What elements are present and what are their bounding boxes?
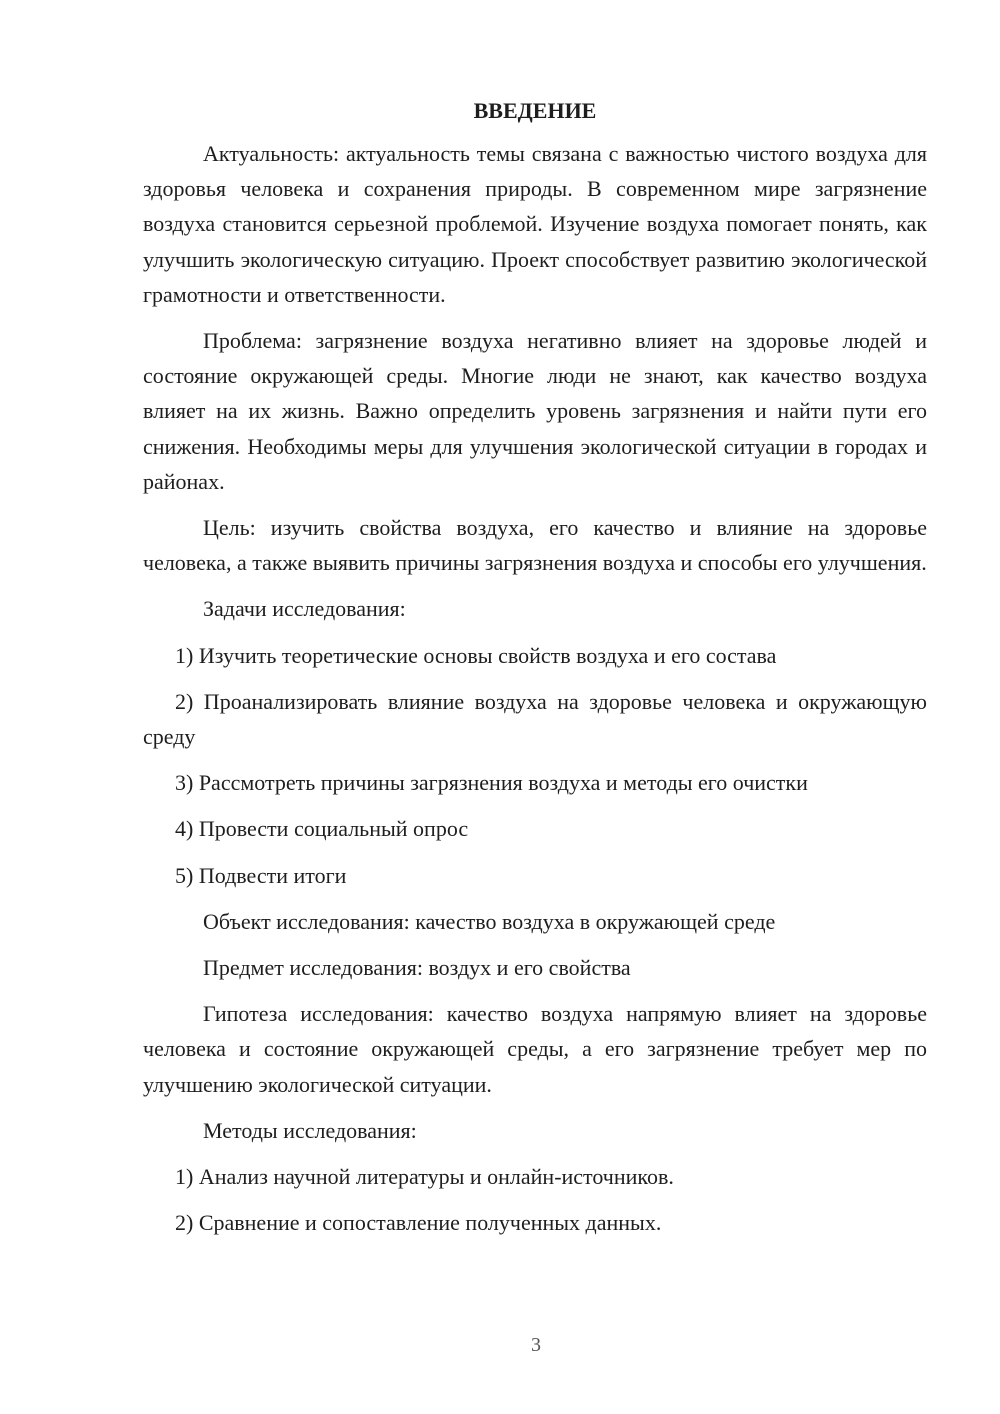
document-page xyxy=(143,96,927,1251)
page-title: ВВЕДЕНИЕ xyxy=(473,98,597,123)
relevance-paragraph: Актуальность: актуальность темы связана с важностью чистого воздуха для здоровья человека и сохранения природы. В современном мире загрязнение воздуха становится серьезной проблемой. Изучение воздуха помогает понять, как улучшить экологическую ситуацию. Проект способствует развитию экологической грамотности и ответственности. xyxy=(143,141,927,307)
subject-paragraph: Предмет исследования: воздух и его свойства xyxy=(203,955,631,981)
goal-paragraph: Цель: изучить свойства воздуха, его качество и влияние на здоровье человека, а также выявить причины загрязнения воздуха и способы его улучшения. xyxy=(143,515,927,576)
task-item: 4) Провести социальный опрос xyxy=(175,816,469,842)
task-item: 1) Изучить теоретические основы свойств воздуха и его состава xyxy=(175,642,777,668)
task-item: 3) Рассмотреть причины загрязнения воздуха и методы его очистки xyxy=(175,770,808,796)
methods-heading: Методы исследования: xyxy=(203,1117,417,1143)
task-item: 2) Проанализировать влияние воздуха на здоровье человека и окружающую среду xyxy=(143,688,927,750)
page-number: 3 xyxy=(531,1334,541,1356)
object-paragraph: Объект исследования: качество воздуха в окружающей среде xyxy=(203,908,776,934)
task-item: 5) Подвести итоги xyxy=(175,862,347,888)
tasks-heading: Задачи исследования: xyxy=(203,596,406,622)
problem-paragraph: Проблема: загрязнение воздуха негативно влияет на здоровье людей и состояние окружающей среды. Многие люди не знают, как качество воздуха влияет на их жизнь. Важно определить уровень загрязнения и найти пути его снижения. Необходимы меры для улучшения экологической ситуации в городах и районах. xyxy=(143,328,927,494)
hypothesis-paragraph: Гипотеза исследования: качество воздуха напрямую влияет на здоровье человека и состояние окружающей среды, а его загрязнение требует мер по улучшению экологической ситуации. xyxy=(143,1001,927,1097)
method-item: 1) Анализ научной литературы и онлайн-источников. xyxy=(175,1164,674,1190)
method-item: 2) Сравнение и сопоставление полученных данных. xyxy=(175,1210,662,1236)
